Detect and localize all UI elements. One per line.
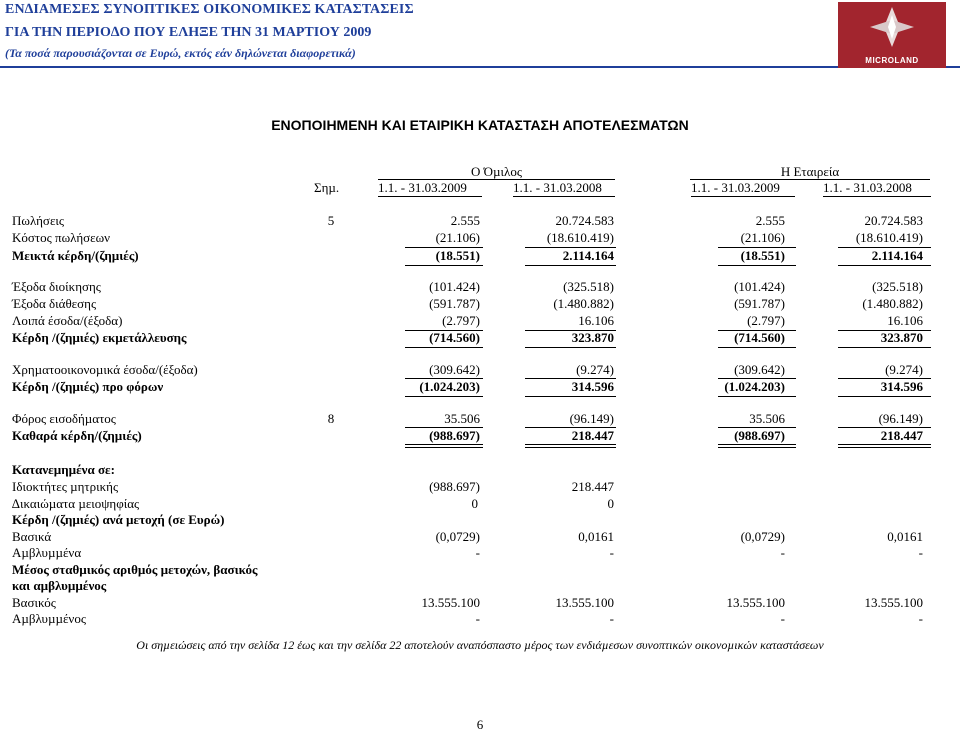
- row-label: Αµβλυµµένα: [12, 545, 82, 560]
- value-company-2009: 2.555: [755, 213, 785, 228]
- value-company-2009: (714.560): [734, 330, 785, 345]
- row-label: Πωλήσεις: [12, 213, 65, 228]
- table-row: [0, 213, 960, 230]
- row-note: 8: [327, 411, 335, 426]
- col-header-company-2008: 1.1. - 31.03.2008: [823, 180, 912, 195]
- row-label: Κέρδη /(ζηµιές) προ φόρων: [12, 379, 164, 394]
- row-label: Μεικτά κέρδη/(ζηµιές): [12, 248, 139, 263]
- table-row: [0, 578, 960, 595]
- group-heading: Ο Όµιλος: [471, 164, 522, 179]
- table-row: [0, 595, 960, 612]
- value-group-2008: 2.114.164: [562, 248, 614, 263]
- value-company-2008: 16.106: [887, 313, 923, 328]
- value-group-2009: 0: [471, 496, 478, 511]
- table-row: [0, 379, 960, 396]
- value-group-2009: -: [475, 545, 480, 560]
- value-group-2008: 323.870: [571, 330, 614, 345]
- total-rule: [838, 447, 931, 448]
- row-label: ∆ικαιώµατα µειοψηφίας: [12, 496, 140, 511]
- row-label: Αµβλυµµένος: [12, 611, 86, 626]
- col-header-group-2009: 1.1. - 31.03.2009: [378, 180, 467, 195]
- value-group-2009: (101.424): [429, 279, 480, 294]
- table-row: [0, 411, 960, 428]
- subtotal-rule: [405, 347, 483, 348]
- row-label: Καθαρά κέρδη/(ζηµιές): [12, 428, 142, 443]
- col-header-underline: [378, 196, 482, 197]
- value-company-2009: (2.797): [747, 313, 785, 328]
- col-header-underline: [823, 196, 931, 197]
- value-company-2008: 20.724.583: [864, 213, 923, 228]
- row-label: Κέρδη /(ζηµιές) εκµετάλλευσης: [12, 330, 187, 345]
- total-rule: [405, 444, 483, 445]
- subtotal-rule: [525, 265, 616, 266]
- value-group-2009: (309.642): [429, 362, 480, 377]
- value-company-2008: (325.518): [872, 279, 923, 294]
- row-label: Χρηµατοοικονοµικά έσοδα/(έξοδα): [12, 362, 198, 377]
- subtotal-rule: [405, 265, 483, 266]
- total-rule: [405, 447, 483, 448]
- subtotal-rule: [525, 347, 616, 348]
- row-label: Φόρος εισοδήµατος: [12, 411, 116, 426]
- value-company-2009: (21.106): [740, 230, 785, 245]
- value-group-2009: (2.797): [442, 313, 480, 328]
- row-label: Ιδιοκτήτες µητρικής: [12, 479, 119, 494]
- total-rule: [718, 447, 796, 448]
- col-header-underline: [691, 196, 795, 197]
- section-label: Μέσος σταθµικός αριθµός µετοχών, βασικός: [12, 562, 258, 577]
- value-group-2009: (988.697): [429, 428, 480, 443]
- total-rule: [838, 444, 931, 445]
- value-group-2008: (1.480.882): [553, 296, 614, 311]
- table-row: [0, 230, 960, 247]
- value-group-2008: 16.106: [578, 313, 614, 328]
- col-header-company-2009: 1.1. - 31.03.2009: [691, 180, 780, 195]
- row-label: Βασικός: [12, 595, 56, 610]
- value-group-2009: 2.555: [450, 213, 480, 228]
- table-row: [0, 313, 960, 330]
- value-company-2009: (988.697): [734, 428, 785, 443]
- header-currency-note: (Τα ποσά παρουσιάζονται σε Ευρώ, εκτός εάν δηλώνεται διαφορετικά): [5, 46, 356, 60]
- value-group-2008: 20.724.583: [555, 213, 614, 228]
- subtotal-rule: [838, 396, 931, 397]
- table-row: [0, 496, 960, 513]
- value-company-2008: 314.596: [880, 379, 923, 394]
- value-company-2009: (101.424): [734, 279, 785, 294]
- statement-title: ΕΝΟΠΟΙΗΜΕΝΗ ΚΑΙ ΕΤΑΙΡΙΚΗ ΚΑΤΑΣΤΑΣΗ ΑΠΟΤΕΛΕΣΜΑΤΩΝ: [271, 117, 689, 133]
- table-row: [0, 611, 960, 628]
- value-group-2009: (591.787): [429, 296, 480, 311]
- value-company-2009: (309.642): [734, 362, 785, 377]
- total-rule: [718, 444, 796, 445]
- value-group-2008: (9.274): [576, 362, 614, 377]
- row-label: Έξοδα διοίκησης: [12, 279, 101, 294]
- subtotal-rule: [718, 396, 796, 397]
- subtotal-rule: [525, 396, 616, 397]
- header-title: ΕΝ∆ΙΑΜΕΣΕΣ ΣΥΝΟΠΤΙΚΕΣ ΟΙΚΟΝΟΜΙΚΕΣ ΚΑΤΑΣΤΑΣΕΙΣ: [5, 2, 414, 17]
- subtotal-rule: [838, 347, 931, 348]
- company-logo: [838, 2, 946, 68]
- value-company-2009: (591.787): [734, 296, 785, 311]
- logo-text: MICROLAND: [865, 56, 919, 65]
- section-label: και αµβλυµµένος: [12, 578, 107, 593]
- table-row: [0, 529, 960, 546]
- company-heading: Η Εταιρεία: [780, 164, 840, 179]
- value-group-2009: -: [475, 611, 480, 626]
- value-company-2009: -: [780, 545, 785, 560]
- row-note: 5: [327, 213, 335, 228]
- total-rule: [525, 444, 616, 445]
- subtotal-rule: [718, 347, 796, 348]
- value-company-2008: 218.447: [880, 428, 923, 443]
- table-row: [0, 248, 960, 265]
- value-company-2008: 0,0161: [887, 529, 923, 544]
- value-company-2008: (18.610.419): [855, 230, 923, 245]
- row-label: Λοιπά έσοδα/(έξοδα): [12, 313, 123, 328]
- value-group-2008: 0,0161: [578, 529, 614, 544]
- value-company-2008: -: [918, 611, 923, 626]
- table-row: [0, 279, 960, 296]
- value-group-2009: (714.560): [429, 330, 480, 345]
- table-row: [0, 428, 960, 445]
- table-row: [0, 562, 960, 579]
- value-group-2009: (21.106): [435, 230, 480, 245]
- section-label: Κατανεµηµένα σε:: [12, 462, 115, 477]
- value-group-2008: 314.596: [571, 379, 614, 394]
- value-group-2008: -: [609, 611, 614, 626]
- col-header-group-2008: 1.1. - 31.03.2008: [513, 180, 602, 195]
- row-label: Βασικά: [12, 529, 52, 544]
- value-company-2008: 323.870: [880, 330, 923, 345]
- row-label: Κόστος πωλήσεων: [12, 230, 111, 245]
- value-group-2009: (988.697): [429, 479, 480, 494]
- row-label: Έξοδα διάθεσης: [12, 296, 97, 311]
- subtotal-rule: [405, 396, 483, 397]
- header-period: ΓΙΑ ΤΗΝ ΠΕΡΙΟ∆Ο ΠΟΥ ΕΛΗΞΕ ΤΗΝ 31 ΜΑΡΤΙΟΥ 2009: [5, 25, 372, 40]
- value-group-2009: 35.506: [444, 411, 480, 426]
- table-row: [0, 362, 960, 379]
- value-group-2008: 13.555.100: [555, 595, 614, 610]
- value-group-2008: 0: [607, 496, 614, 511]
- page-number: 6: [476, 717, 484, 732]
- value-company-2009: 35.506: [749, 411, 785, 426]
- value-group-2009: (1.024.203): [419, 379, 480, 394]
- value-company-2008: (9.274): [885, 362, 923, 377]
- value-group-2008: 218.447: [571, 428, 614, 443]
- value-company-2008: 13.555.100: [864, 595, 923, 610]
- header-divider: [0, 66, 960, 68]
- value-group-2008: (96.149): [569, 411, 614, 426]
- subtotal-rule: [718, 265, 796, 266]
- value-company-2008: (1.480.882): [862, 296, 923, 311]
- subtotal-rule: [838, 265, 931, 266]
- table-row: [0, 462, 960, 479]
- value-company-2009: -: [780, 611, 785, 626]
- total-rule: [525, 447, 616, 448]
- value-company-2009: (0,0729): [740, 529, 785, 544]
- value-company-2008: -: [918, 545, 923, 560]
- table-row: [0, 545, 960, 562]
- value-group-2009: (18.551): [435, 248, 480, 263]
- table-row: [0, 512, 960, 529]
- value-company-2008: (96.149): [878, 411, 923, 426]
- value-company-2009: 13.555.100: [726, 595, 785, 610]
- value-company-2009: (1.024.203): [724, 379, 785, 394]
- col-header-underline: [513, 196, 615, 197]
- value-company-2009: (18.551): [740, 248, 785, 263]
- table-row: [0, 330, 960, 347]
- value-group-2009: (0,0729): [435, 529, 480, 544]
- table-row: [0, 479, 960, 496]
- value-company-2008: 2.114.164: [871, 248, 923, 263]
- footnote: Οι σηµειώσεις από την σελίδα 12 έως και την σελίδα 22 αποτελούν αναπόσπαστο µέρος των ενδιάµεσων συνοπτικών οικονοµικών καταστάσεων: [136, 638, 824, 652]
- table-row: [0, 296, 960, 313]
- value-group-2008: -: [609, 545, 614, 560]
- note-column-header: Σηµ.: [314, 180, 340, 195]
- value-group-2008: (325.518): [563, 279, 614, 294]
- value-group-2008: 218.447: [571, 479, 614, 494]
- section-label: Κέρδη /(ζηµιές) ανά µετοχή (σε Ευρώ): [12, 512, 225, 527]
- value-group-2008: (18.610.419): [546, 230, 614, 245]
- value-group-2009: 13.555.100: [421, 595, 480, 610]
